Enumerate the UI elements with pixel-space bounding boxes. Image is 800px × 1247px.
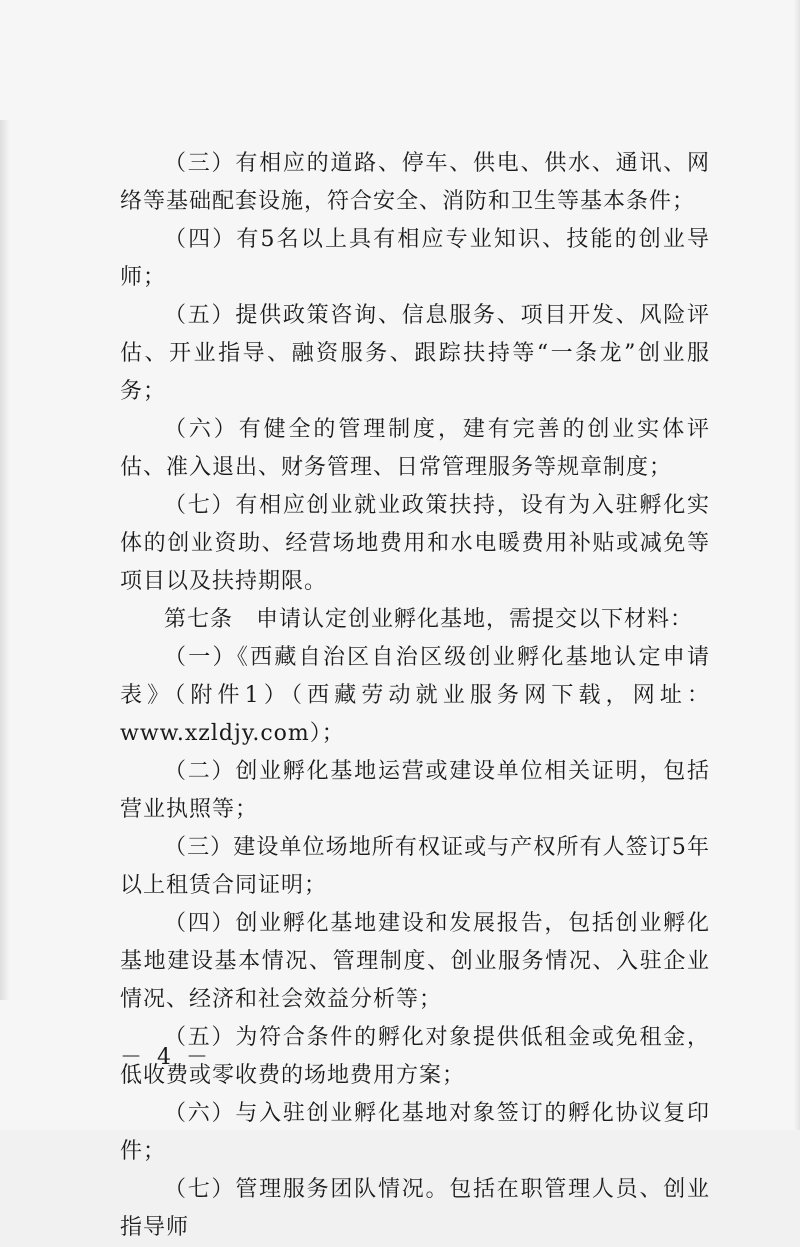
paragraph-incubation-agreement: （六）与入驻创业孵化基地对象签订的孵化协议复印件； (120, 1101, 710, 1164)
paragraph-policy-support: （七）有相应创业就业政策扶持，设有为入驻孵化实体的创业资助、经营场地费用和水电暖费用补贴或减免等项目以及扶持期限。 (120, 493, 710, 594)
paragraph-development-report: （四）创业孵化基地建设和发展报告，包括创业孵化基地建设基本情况、管理制度、创业服务情况、入驻企业情况、经济和社会效益分析等； (120, 911, 710, 1012)
paragraph-application-form: （一）《西藏自治区自治区级创业孵化基地认定申请表》（附件1）（西藏劳动就业服务网下载，网址：www.xzldjy.com）； (120, 645, 710, 746)
document-body (120, 145, 710, 1247)
paragraph-management-team: （七）管理服务团队情况。包括在职管理人员、创业指导师 (120, 1177, 710, 1240)
paragraph-site-ownership: （三）建设单位场地所有权证或与产权所有人签订5年以上租赁合同证明； (120, 835, 710, 898)
article-seven-heading: 第七条 申请认定创业孵化基地，需提交以下材料： (164, 607, 694, 632)
paragraph-operator-proof: （二）创业孵化基地运营或建设单位相关证明，包括营业执照等； (120, 759, 710, 822)
scan-edge-shadow (0, 120, 10, 1000)
paragraph-facilities: （三）有相应的道路、停车、供电、供水、通讯、网络等基础配套设施，符合安全、消防和卫生等基本条件； (120, 151, 710, 214)
scan-right-edge (794, 0, 800, 1130)
page-number: － 4 － (120, 1045, 212, 1070)
paragraph-rent-plan: （五）为符合条件的孵化对象提供低租金或免租金，低收费或零收费的场地费用方案； (120, 1025, 710, 1088)
paragraph-services: （五）提供政策咨询、信息服务、项目开发、风险评估、开业指导、融资服务、跟踪扶持等“一条龙”创业服务； (120, 303, 710, 404)
paragraph-mentors: （四）有5名以上具有相应专业知识、技能的创业导师； (120, 227, 710, 290)
paragraph-management-system: （六）有健全的管理制度，建有完善的创业实体评估、准入退出、财务管理、日常管理服务等规章制度； (120, 417, 710, 480)
